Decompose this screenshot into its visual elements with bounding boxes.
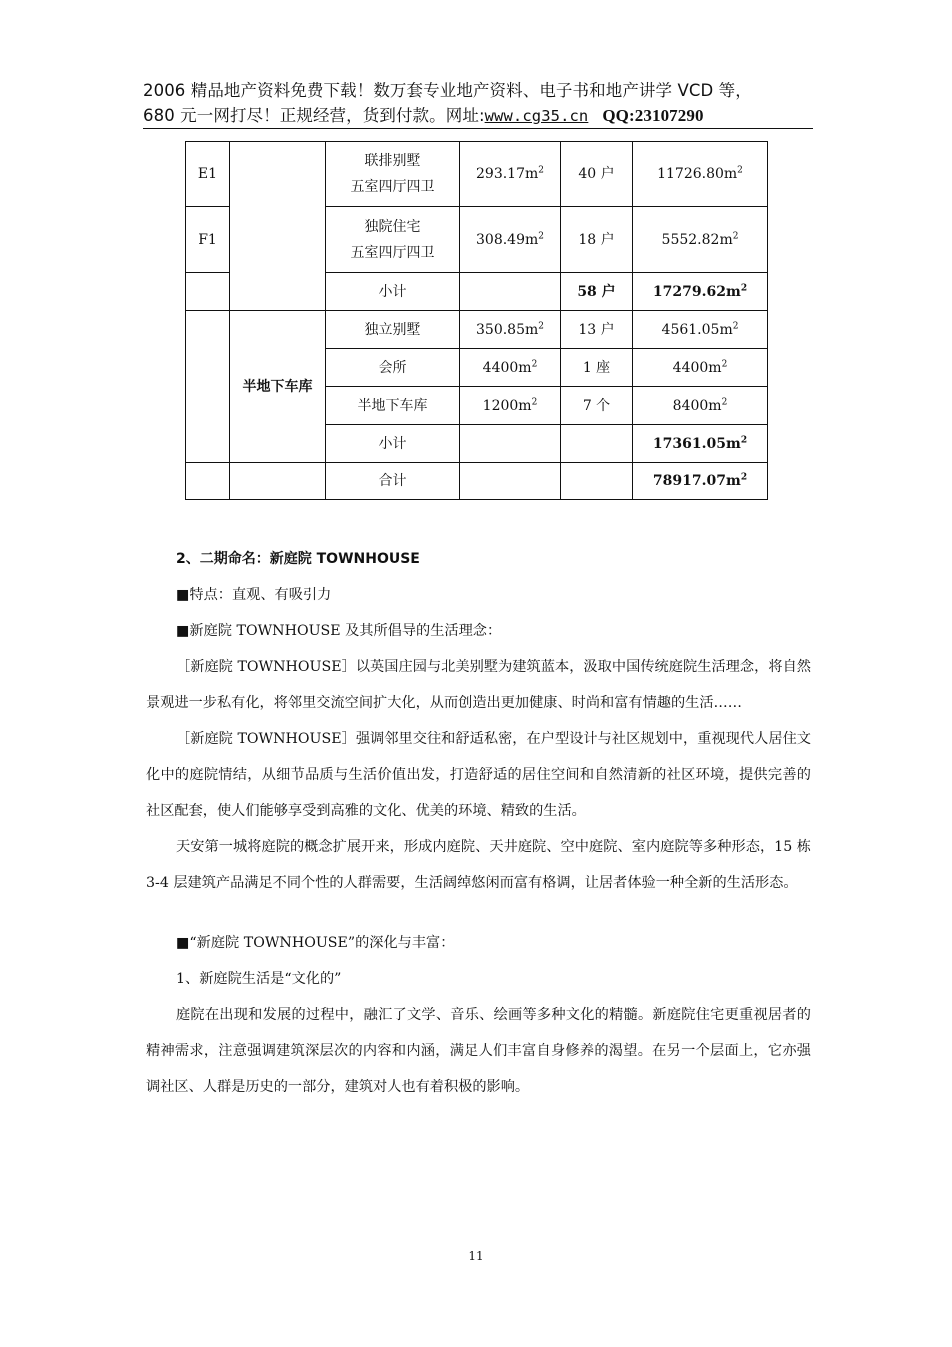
table-cell: 7 个: [561, 387, 633, 425]
feature-point: ■特点：直观、有吸引力: [176, 587, 332, 603]
table-cell: $4400m^2$: [633, 349, 768, 387]
page-number: 11: [468, 1249, 484, 1263]
table-cell: $308.49m^2$: [460, 207, 561, 273]
table-cell: $8400m^2$: [633, 387, 768, 425]
concept-point: ■新庭院 TOWNHOUSE 及其所倡导的生活理念：: [176, 623, 502, 639]
qq-contact: QQ:23107290: [602, 106, 704, 125]
table-cell: F1: [186, 207, 230, 273]
table-cell: [561, 425, 633, 463]
table-cell: $17361.05m^2$: [633, 425, 768, 463]
table-cell: 联排别墅 五室四厅四卫: [326, 142, 460, 207]
table-cell: [460, 463, 561, 500]
table-cell: [460, 425, 561, 463]
subheading: 1、新庭院生活是“文化的”: [176, 971, 342, 987]
paragraph: ［新庭院 TOWNHOUSE］强调邻里交往和舒适私密，在户型设计与社区规划中，重视现代人居住文化中的庭院情结，从细节品质与生活价值出发，打造舒适的居住空间和自然清新的社区环境，提供完善的社区配套，使人们能够享受到高雅的文化、优美的环境、精致的生活。: [146, 731, 811, 819]
table-cell: [561, 463, 633, 500]
table-cell: 13 户: [561, 311, 633, 349]
table-cell: [186, 463, 230, 500]
table-cell: 18 户: [561, 207, 633, 273]
table-row: [186, 463, 768, 500]
header-line-2: [143, 103, 815, 129]
section-heading: 2、二期命名：新庭院 TOWNHOUSE: [176, 551, 420, 567]
table-cell: [230, 463, 326, 500]
table-cell: [230, 142, 326, 311]
table-cell: $350.85m^2$: [460, 311, 561, 349]
body-content: [146, 541, 811, 1105]
table-cell: $4400m^2$: [460, 349, 561, 387]
table-cell: 独立别墅: [326, 311, 460, 349]
table-cell: 半地下车库: [230, 311, 326, 463]
table-cell: 小计: [326, 425, 460, 463]
table-cell: $4561.05m^2$: [633, 311, 768, 349]
table-row: [186, 142, 768, 207]
table-cell: 独院住宅 五室四厅四卫: [326, 207, 460, 273]
table-cell: 1 座: [561, 349, 633, 387]
table-cell: 会所: [326, 349, 460, 387]
table-cell: 小计: [326, 273, 460, 311]
table-cell: $11726.80m^2$: [633, 142, 768, 207]
header-rule: [143, 128, 813, 129]
table-cell: [460, 273, 561, 311]
table-cell: 合计: [326, 463, 460, 500]
deepening-point: ■“新庭院 TOWNHOUSE”的深化与丰富：: [176, 935, 455, 951]
area-table: [185, 141, 768, 500]
table-cell: [186, 311, 230, 463]
paragraph: 庭院在出现和发展的过程中，融汇了文学、音乐、绘画等多种文化的精髓。新庭院住宅更重视居者的精神需求，注意强调建筑深层次的内容和内涵，满足人们丰富自身修养的渴望。在另一个层面上，它亦强调社区、人群是历史的一部分，建筑对人也有着积极的影响。: [146, 1007, 811, 1095]
table-cell: $293.17m^2$: [460, 142, 561, 207]
header-line-1: 2006 精品地产资料免费下载！数万套专业地产资料、电子书和地产讲学 VCD 等，: [143, 81, 752, 100]
table-cell: [186, 273, 230, 311]
table-cell: E1: [186, 142, 230, 207]
page-header: [143, 78, 815, 129]
table-cell: $1200m^2$: [460, 387, 561, 425]
table-cell: $78917.07m^2$: [633, 463, 768, 500]
table-row: [186, 311, 768, 349]
table-cell: 半地下车库: [326, 387, 460, 425]
paragraph: ［新庭院 TOWNHOUSE］以英国庄园与北美别墅为建筑蓝本，汲取中国传统庭院生活理念，将自然景观进一步私有化，将邻里交流空间扩大化，从而创造出更加健康、时尚和富有情趣的生活……: [146, 659, 811, 711]
header-line-2-text: 680 元一网打尽！正规经营，货到付款。网址:: [143, 106, 485, 125]
table-cell: $5552.82m^2$: [633, 207, 768, 273]
table-cell: $17279.62m^2$: [633, 273, 768, 311]
paragraph: 天安第一城将庭院的概念扩展开来，形成内庭院、天井庭院、空中庭院、室内庭院等多种形态，15 栋 3-4 层建筑产品满足不同个性的人群需要，生活阔绰悠闲而富有格调，让居者体验一种全新的生活形态。: [146, 839, 811, 891]
table-cell: 40 户: [561, 142, 633, 207]
table-cell: 58 户: [561, 273, 633, 311]
website-link[interactable]: www.cg35.cn: [484, 107, 589, 125]
